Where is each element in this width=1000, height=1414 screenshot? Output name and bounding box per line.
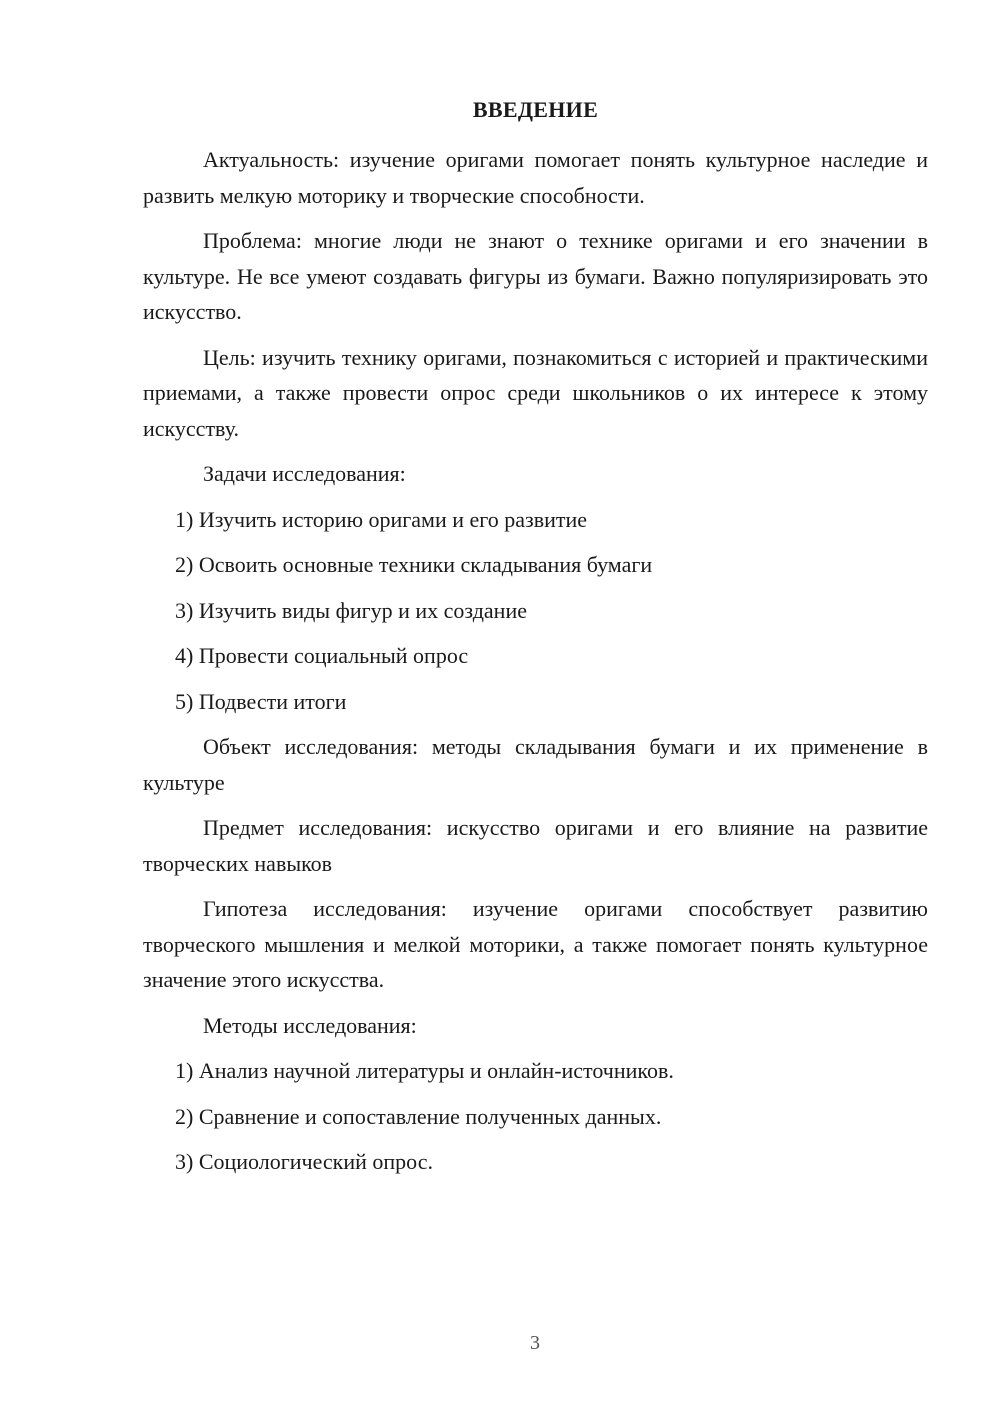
problem-paragraph: Проблема: многие люди не знают о технике оригами и его значении в культуре. Не все умеют создавать фигуры из бумаги. Важно популяризировать это искусство. <box>143 228 928 324</box>
relevance-paragraph: Актуальность: изучение оригами помогает понять культурное наследие и развить мелкую моторику и творческие способности. <box>143 147 928 208</box>
list-item: 2) Сравнение и сопоставление полученных данных. <box>175 1103 662 1129</box>
document-page <box>143 94 928 1190</box>
methods-list <box>143 1053 928 1180</box>
tasks-heading: Задачи исследования: <box>203 461 406 486</box>
page-title: ВВЕДЕНИЕ <box>472 97 599 122</box>
object-paragraph: Объект исследования: методы складывания бумаги и их применение в культуре <box>143 734 928 795</box>
list-item: 3) Социологический опрос. <box>175 1149 433 1174</box>
list-item: 5) Подвести итоги <box>175 688 347 714</box>
list-item: 4) Провести социальный опрос <box>175 643 469 668</box>
list-item: 2) Освоить основные техники складывания бумаги <box>175 552 653 577</box>
page-number: 3 <box>530 1332 540 1354</box>
list-item: 3) Изучить виды фигур и их создание <box>175 597 527 623</box>
hypothesis-paragraph: Гипотеза исследования: изучение оригами способствует развитию творческого мышления и мелкой моторики, а также помогает понять культурное значение этого искусства. <box>143 896 928 992</box>
tasks-list <box>143 502 928 720</box>
list-item: 1) Анализ научной литературы и онлайн-источников. <box>175 1058 674 1083</box>
list-item: 1) Изучить историю оригами и его развитие <box>175 506 588 532</box>
goal-paragraph: Цель: изучить технику оригами, познакомиться с историей и практическими приемами, а также провести опрос среди школьников о их интересе к этому искусству. <box>143 344 928 441</box>
methods-heading: Методы исследования: <box>203 1012 417 1038</box>
subject-paragraph: Предмет исследования: искусство оригами и его влияние на развитие творческих навыков <box>143 815 928 876</box>
